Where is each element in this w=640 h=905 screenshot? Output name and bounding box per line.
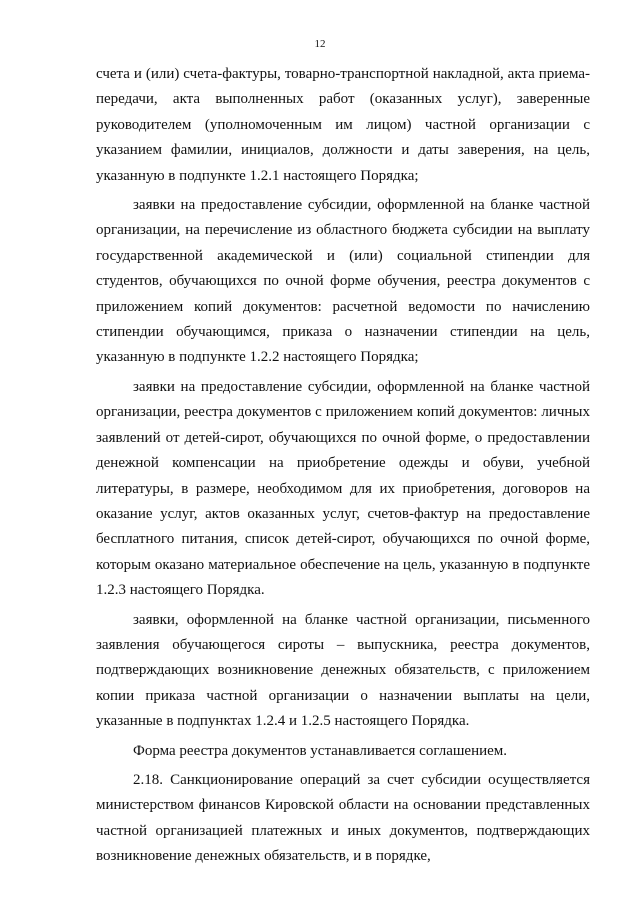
- paragraph-registry-form: Форма реестра документов устанавливается соглашением.: [133, 742, 508, 759]
- paragraph-invoice-documents: счета и (или) счета-фактуры, товарно-транспортной накладной, акта приема-передачи, акта выполненных работ (оказанных услуг), заверенные руководителем (уполномоченным им лицом) частной организации с указанием фамилии, инициалов, должности и даты заверения, на цель, указанную в подпункте 1.2.1 настоящего Порядка;: [96, 66, 590, 184]
- paragraph-section-2-18: 2.18. Санкционирование операций за счет субсидии осуществляется министерством финансов Кировской области на основании представленных частной организацией платежных и иных документов, подтверждающих возникновение денежных обязательств, и в порядке,: [96, 771, 590, 865]
- paragraph-orphan-compensation: заявки на предоставление субсидии, оформленной на бланке частной организации, реестра документов с приложением копий документов: личных заявлений от детей-сирот, обучающихся по очной форме, о предоставлении денежной компенсации на приобретение одежды и обуви, учебной литературы, в размере, необходимом для их приобретения, договоров на оказание услуг, актов оказанных услуг, счетов-фактур на предоставление бесплатного питания, список детей-сирот, обучающихся по очной форме, которым оказано материальное обеспечение на цель, указанную в подпункте 1.2.3 настоящего Порядка.: [96, 378, 590, 599]
- page-number: 12: [314, 38, 326, 50]
- paragraph-graduate-payment: заявки, оформленной на бланке частной организации, письменного заявления обучающегося сироты – выпускника, реестра документов, подтверждающих возникновение денежных обязательств, с приложением копии приказа частной организации о назначении выплаты на цели, указанные в подпунктах 1.2.4 и 1.2.5 настоящего Порядка.: [96, 611, 590, 730]
- paragraph-scholarship-application: заявки на предоставление субсидии, оформленной на бланке частной организации, на перечисление из областного бюджета субсидии на выплату государственной академической и (или) социальной стипендии для студентов, обучающихся по очной форме обучения, реестра документов с приложением копий документов: расчетной ведомости по начислению стипендии обучающимся, приказа о назначении стипендии на цель, указанную в подпункте 1.2.2 настоящего Порядка;: [96, 197, 590, 366]
- document-body: [96, 62, 590, 870]
